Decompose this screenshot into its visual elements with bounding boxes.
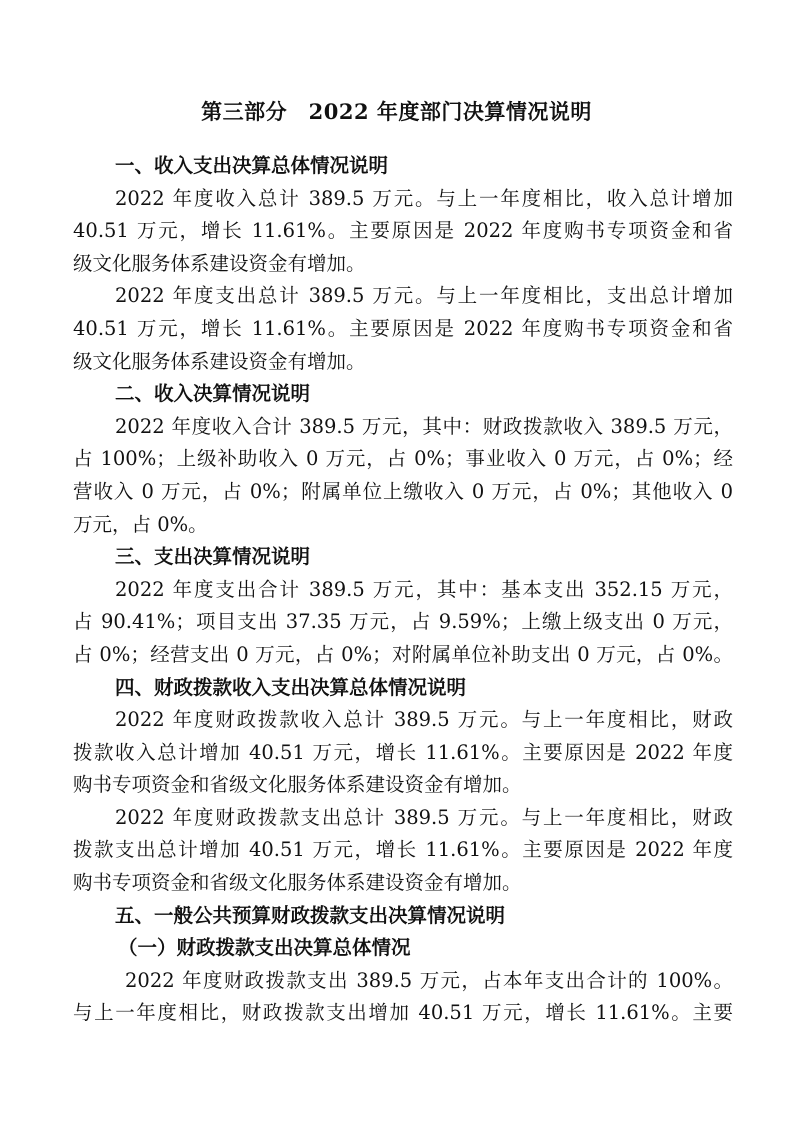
page-title: 第三部分 2022 年度部门决算情况说明 (201, 99, 592, 124)
paragraph-line: 占 0%；经营支出 0 万元，占 0%；对附属单位补助支出 0 万元，占 0%。 (73, 642, 733, 666)
paragraph-line: 2022 年度收入总计 389.5 万元。与上一年度相比，收入总计增加 (115, 186, 733, 210)
paragraph-line: 2022 年度收入合计 389.5 万元，其中：财政拨款收入 389.5 万元， (115, 414, 733, 438)
paragraph-line: 2022 年度支出总计 389.5 万元。与上一年度相比，支出总计增加 (115, 284, 733, 308)
paragraph-line: 2022 年度财政拨款支出总计 389.5 万元。与上一年度相比，财政 (115, 805, 733, 829)
section-heading-1: 一、收入支出决算总体情况说明 (115, 154, 389, 177)
paragraph-line: 2022 年度财政拨款支出 389.5 万元，占本年支出合计的 100%。 (125, 968, 733, 992)
paragraph-line: 40.51 万元，增长 11.61%。主要原因是 2022 年度购书专项资金和省 (73, 219, 733, 243)
paragraph-line: 40.51 万元，增长 11.61%。主要原因是 2022 年度购书专项资金和省 (73, 316, 733, 340)
paragraph-line: 拨款收入总计增加 40.51 万元，增长 11.61%。主要原因是 2022 年度 (73, 740, 733, 764)
paragraph-line: 购书专项资金和省级文化服务体系建设资金有增加。 (73, 773, 522, 797)
paragraph-line: 与上一年度相比，财政拨款支出增加 40.51 万元，增长 11.61%。主要 (73, 1001, 733, 1025)
section-heading-3: 三、支出决算情况说明 (115, 545, 311, 569)
paragraph-line: 级文化服务体系建设资金有增加。 (73, 349, 366, 373)
paragraph-line: 营收入 0 万元，占 0%；附属单位上缴收入 0 万元，占 0%；其他收入 0 (73, 479, 733, 503)
paragraph-line: 拨款支出总计增加 40.51 万元，增长 11.61%。主要原因是 2022 年度 (73, 838, 733, 862)
section-heading-4: 四、财政拨款收入支出决算总体情况说明 (115, 675, 467, 699)
section-heading-2: 二、收入决算情况说明 (115, 382, 311, 406)
paragraph-line: 万元，占 0%。 (73, 512, 208, 536)
paragraph-line: 占 100%；上级补助收入 0 万元，占 0%；事业收入 0 万元，占 0%；经 (73, 447, 733, 471)
section-heading-5: 五、一般公共预算财政拨款支出决算情况说明 (115, 903, 506, 927)
paragraph-line: 占 90.41%；项目支出 37.35 万元，占 9.59%；上缴上级支出 0 万元， (73, 610, 733, 634)
paragraph-line: 2022 年度支出合计 389.5 万元，其中：基本支出 352.15 万元， (115, 577, 733, 601)
paragraph-line: 级文化服务体系建设资金有增加。 (73, 251, 366, 275)
subsection-heading-1: （一）财政拨款支出决算总体情况 (118, 936, 411, 960)
paragraph-line: 购书专项资金和省级文化服务体系建设资金有增加。 (73, 871, 522, 895)
paragraph-line: 2022 年度财政拨款收入总计 389.5 万元。与上一年度相比，财政 (115, 708, 733, 732)
document-body (73, 150, 733, 1030)
